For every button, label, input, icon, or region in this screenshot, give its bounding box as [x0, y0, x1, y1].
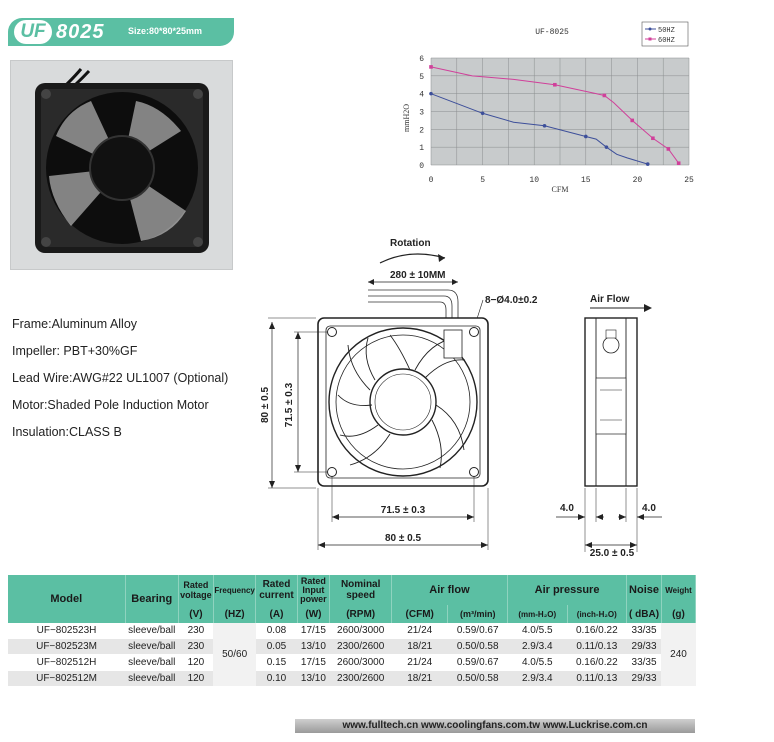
cell-voltage: 230 [178, 639, 213, 655]
cell-mmh2o: 2.9/3.4 [507, 671, 567, 687]
cell-cfm: 18/21 [391, 671, 447, 687]
cell-model: UF−802512H [8, 655, 125, 671]
data-point [543, 124, 547, 128]
cell-noise: 29/33 [627, 639, 662, 655]
chart-title: UF-8025 [535, 28, 569, 37]
data-point [677, 161, 681, 165]
footer-websites: www.fulltech.cn www.coolingfans.com.tw www.Luckrise.com.cn [295, 719, 695, 733]
data-point [584, 135, 588, 139]
cell-model: UF−802512M [8, 671, 125, 687]
cell-voltage: 120 [178, 655, 213, 671]
th-model: Model [8, 575, 125, 623]
spec-frame: Frame:Aluminum Alloy [12, 317, 138, 331]
cell-model: UF−802523H [8, 623, 125, 639]
fan-side-view [585, 318, 637, 486]
y-tick-label: 1 [419, 144, 424, 154]
table-row [8, 639, 696, 655]
data-point [603, 94, 607, 98]
dim-80-horizontal: 80 ± 0.5 [384, 533, 422, 544]
cell-inchh2o: 0.11/0.13 [567, 639, 627, 655]
th-unit-mmh2o: (mm-H₂O) [507, 605, 567, 623]
spec-table [8, 575, 696, 687]
fan-photo [10, 60, 233, 270]
cell-cfm: 21/24 [391, 655, 447, 671]
x-tick-labels [429, 176, 694, 185]
th-nominal-speed: Nominal speed [330, 575, 392, 605]
cell-model: UF−802523M [8, 639, 125, 655]
holes-label: 8−Ø4.0±0.2 [485, 295, 538, 306]
spec-insulation: Insulation:CLASS B [12, 425, 122, 439]
fan-front-view [318, 318, 488, 486]
data-point [646, 162, 650, 166]
x-tick-label: 10 [529, 176, 540, 185]
lead-length-label: 280 ± 10MM [390, 270, 446, 281]
th-weight: Weight [661, 575, 695, 605]
legend-60hz: 60HZ [658, 37, 675, 45]
cell-cfm: 21/24 [391, 623, 447, 639]
air-flow-label: Air Flow [590, 294, 630, 305]
x-tick-label: 5 [480, 176, 486, 185]
size-label: Size:80*80*25mm [128, 26, 203, 36]
x-tick-label: 15 [580, 176, 591, 185]
dim-25: 25.0 ± 0.5 [589, 548, 635, 559]
cell-current: 0.08 [256, 623, 297, 639]
th-unit-m3min: (m³/min) [448, 605, 508, 623]
cell-power: 13/10 [297, 671, 330, 687]
cell-m3min: 0.50/0.58 [448, 639, 508, 655]
cell-voltage: 120 [178, 671, 213, 687]
cell-noise: 33/35 [627, 655, 662, 671]
th-air-flow: Air flow [391, 575, 507, 605]
cell-m3min: 0.59/0.67 [448, 655, 508, 671]
th-air-pressure: Air pressure [507, 575, 626, 605]
y-tick-label: 3 [419, 108, 424, 118]
y-tick-labels [419, 55, 424, 171]
y-tick-label: 0 [419, 162, 424, 171]
performance-chart [380, 18, 710, 203]
legend-50hz: 50HZ [658, 27, 675, 35]
logo-model: 8025 [56, 21, 105, 43]
cell-power: 17/15 [297, 623, 330, 639]
cell-weight: 240 [661, 623, 695, 687]
th-bearing: Bearing [125, 575, 178, 623]
th-unit-dba: ( dBA) [627, 605, 662, 623]
spec-motor: Motor:Shaded Pole Induction Motor [12, 398, 209, 412]
cell-power: 17/15 [297, 655, 330, 671]
cell-power: 13/10 [297, 639, 330, 655]
cell-bearing: sleeve/ball [125, 671, 178, 687]
data-point [630, 119, 634, 123]
dim-4-right: 4.0 [642, 503, 656, 514]
th-rated-power: Rated Input power [297, 575, 330, 605]
table-row [8, 655, 696, 671]
chart-legend [642, 22, 688, 46]
cell-mmh2o: 4.0/5.5 [507, 623, 567, 639]
cell-current: 0.05 [256, 639, 297, 655]
cell-mmh2o: 2.9/3.4 [507, 639, 567, 655]
cell-frequency: 50/60 [213, 623, 256, 687]
cell-inchh2o: 0.16/0.22 [567, 623, 627, 639]
data-point [651, 136, 655, 140]
cell-speed: 2300/2600 [330, 671, 392, 687]
th-rated-voltage: Rated voltage [178, 575, 213, 605]
data-point [481, 111, 485, 115]
table-row [8, 623, 696, 639]
x-tick-label: 0 [428, 176, 434, 185]
th-unit-v: (V) [178, 605, 213, 623]
cell-current: 0.10 [256, 671, 297, 687]
th-noise: Noise [627, 575, 662, 605]
y-tick-label: 5 [419, 72, 424, 82]
dim-4-left: 4.0 [560, 503, 574, 514]
cell-m3min: 0.59/0.67 [448, 623, 508, 639]
cell-m3min: 0.50/0.58 [448, 671, 508, 687]
rotation-arrow [380, 254, 445, 263]
th-rated-current: Rated current [256, 575, 297, 605]
logo-uf: UF [14, 20, 52, 44]
cell-cfm: 18/21 [391, 639, 447, 655]
title-banner [8, 18, 234, 46]
cell-bearing: sleeve/ball [125, 623, 178, 639]
x-tick-label: 20 [632, 176, 643, 185]
data-point [429, 92, 433, 96]
y-tick-label: 2 [419, 126, 424, 136]
cell-inchh2o: 0.11/0.13 [567, 671, 627, 687]
dim-715-horizontal: 71.5 ± 0.3 [380, 505, 426, 516]
cell-bearing: sleeve/ball [125, 655, 178, 671]
cell-noise: 29/33 [627, 671, 662, 687]
dim-80-vertical: 80 ± 0.5 [260, 386, 271, 424]
cell-speed: 2600/3000 [330, 623, 392, 639]
cell-speed: 2600/3000 [330, 655, 392, 671]
spec-lead-wire: Lead Wire:AWG#22 UL1007 (Optional) [12, 371, 229, 385]
th-unit-inchh2o: (inch-H₂O) [567, 605, 627, 623]
y-axis-label: mmH2O [402, 104, 411, 132]
cell-inchh2o: 0.16/0.22 [567, 655, 627, 671]
cell-current: 0.15 [256, 655, 297, 671]
data-point [429, 65, 433, 69]
th-frequency: Frequency [213, 575, 256, 605]
dimension-drawing [250, 230, 680, 560]
cell-voltage: 230 [178, 623, 213, 639]
spec-impeller: Impeller: PBT+30%GF [12, 344, 138, 358]
th-unit-w: (W) [297, 605, 330, 623]
cell-bearing: sleeve/ball [125, 639, 178, 655]
y-tick-label: 6 [419, 55, 424, 64]
data-point [605, 145, 609, 149]
th-unit-hz: (HZ) [213, 605, 256, 623]
th-unit-cfm: (CFM) [391, 605, 447, 623]
x-tick-label: 25 [684, 176, 694, 185]
table-header-row-1 [8, 575, 696, 605]
cell-noise: 33/35 [627, 623, 662, 639]
y-tick-label: 4 [419, 90, 424, 100]
th-unit-a: (A) [256, 605, 297, 623]
cell-speed: 2300/2600 [330, 639, 392, 655]
table-row [8, 671, 696, 687]
data-point [553, 83, 557, 87]
rotation-label: Rotation [390, 238, 431, 249]
th-unit-g: (g) [661, 605, 695, 623]
dim-715-vertical: 71.5 ± 0.3 [284, 382, 295, 428]
data-point [667, 147, 671, 151]
th-unit-rpm: (RPM) [330, 605, 392, 623]
x-axis-label: CFM [551, 185, 569, 194]
cell-mmh2o: 4.0/5.5 [507, 655, 567, 671]
